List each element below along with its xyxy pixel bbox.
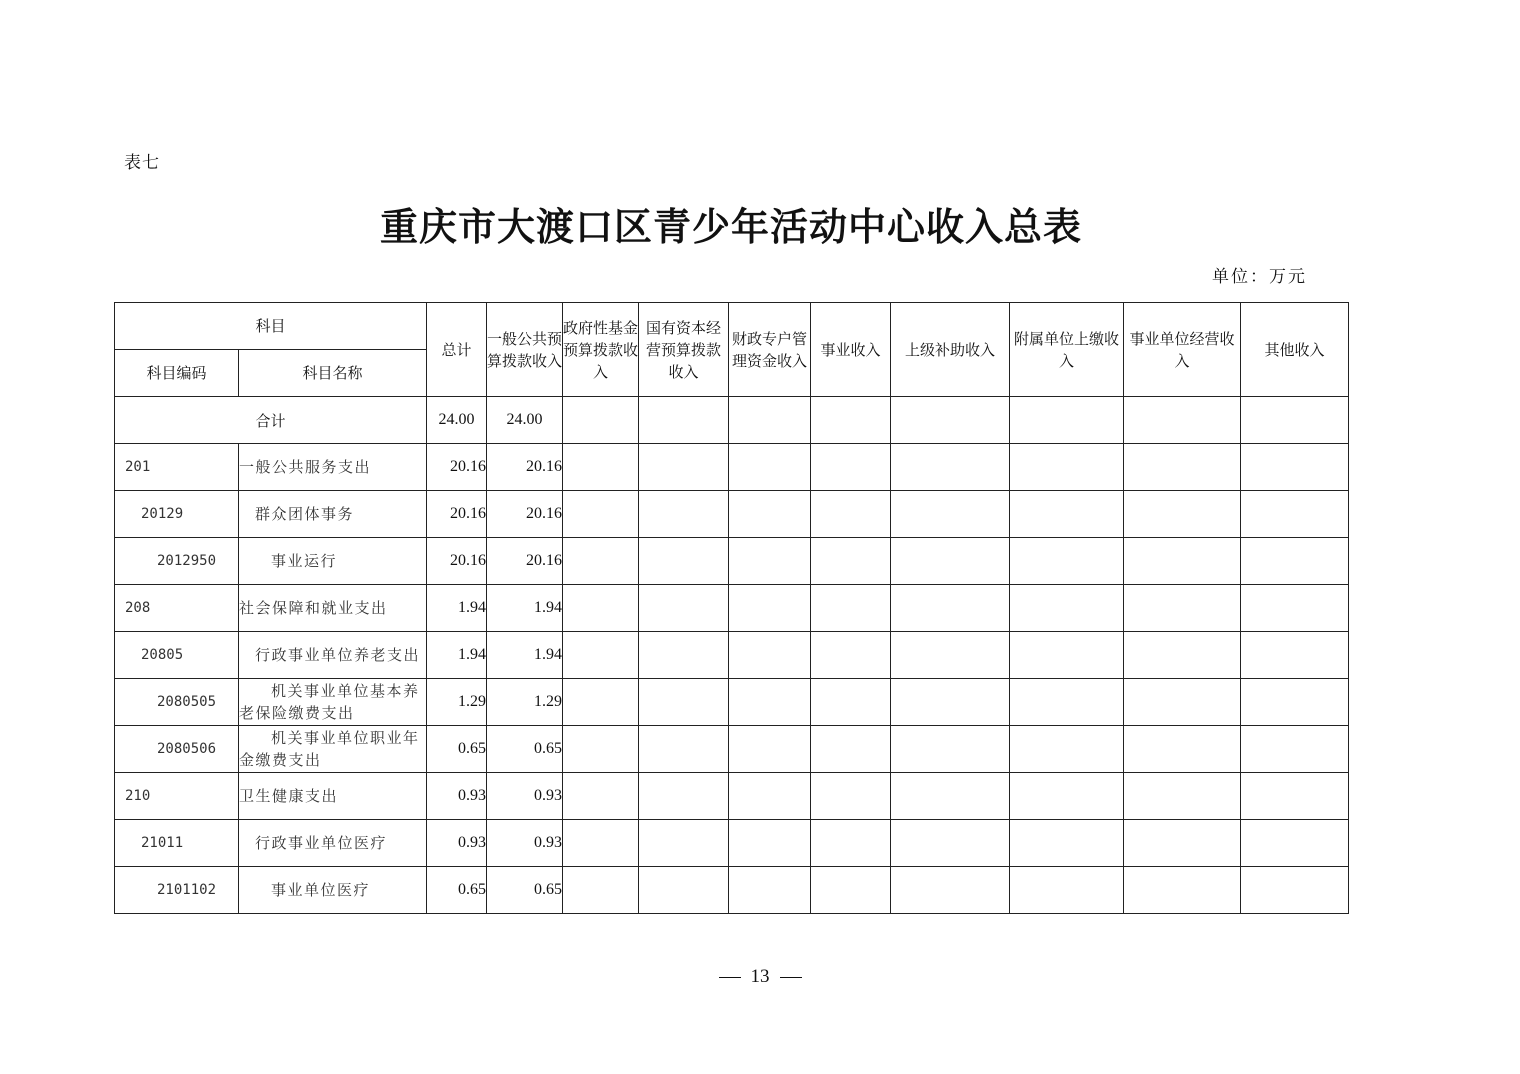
header-subject-code: 科目编码 <box>115 350 239 397</box>
empty-cell <box>639 820 729 867</box>
header-state-capital: 国有资本经营预算拨款收入 <box>639 303 729 397</box>
empty-cell <box>1241 397 1349 444</box>
empty-cell <box>1010 585 1124 632</box>
total-total: 24.00 <box>427 397 487 444</box>
empty-cell <box>729 679 811 726</box>
footer-dash <box>719 977 741 978</box>
empty-cell <box>729 773 811 820</box>
empty-cell <box>639 773 729 820</box>
empty-cell <box>729 820 811 867</box>
subject-name: 事业单位医疗 <box>239 867 427 914</box>
empty-cell <box>1124 585 1241 632</box>
empty-cell <box>729 585 811 632</box>
empty-cell <box>1010 726 1124 773</box>
header-business-income: 事业收入 <box>811 303 891 397</box>
empty-cell <box>1010 444 1124 491</box>
row-total: 1.29 <box>427 679 487 726</box>
subject-name: 事业运行 <box>239 538 427 585</box>
empty-cell <box>811 538 891 585</box>
subject-name: 行政事业单位医疗 <box>239 820 427 867</box>
row-general-budget: 0.65 <box>487 726 563 773</box>
header-fiscal-special: 财政专户管理资金收入 <box>729 303 811 397</box>
table-row <box>115 538 1349 585</box>
header-operating-income: 事业单位经营收入 <box>1124 303 1241 397</box>
empty-cell <box>1124 491 1241 538</box>
empty-cell <box>1241 773 1349 820</box>
subject-code: 201 <box>115 444 239 491</box>
empty-cell <box>811 773 891 820</box>
subject-name: 机关事业单位职业年金缴费支出 <box>239 726 427 773</box>
empty-cell <box>1124 444 1241 491</box>
empty-cell <box>639 867 729 914</box>
empty-cell <box>891 773 1010 820</box>
empty-cell <box>1124 726 1241 773</box>
empty-cell <box>1241 820 1349 867</box>
header-gov-fund: 政府性基金预算拨款收入 <box>563 303 639 397</box>
subject-code: 210 <box>115 773 239 820</box>
subject-code: 20129 <box>115 491 239 538</box>
empty-cell <box>639 679 729 726</box>
empty-cell <box>729 397 811 444</box>
row-total: 20.16 <box>427 491 487 538</box>
row-total: 20.16 <box>427 538 487 585</box>
row-general-budget: 0.65 <box>487 867 563 914</box>
table-row <box>115 773 1349 820</box>
row-total: 1.94 <box>427 585 487 632</box>
empty-cell <box>563 820 639 867</box>
empty-cell <box>1124 773 1241 820</box>
empty-cell <box>1010 632 1124 679</box>
row-total: 20.16 <box>427 444 487 491</box>
table-row <box>115 867 1349 914</box>
empty-cell <box>811 585 891 632</box>
empty-cell <box>1010 820 1124 867</box>
empty-cell <box>1241 491 1349 538</box>
empty-cell <box>1010 867 1124 914</box>
empty-cell <box>1124 397 1241 444</box>
empty-cell <box>729 444 811 491</box>
table-row <box>115 820 1349 867</box>
row-general-budget: 0.93 <box>487 773 563 820</box>
empty-cell <box>891 726 1010 773</box>
table-row <box>115 632 1349 679</box>
header-general-budget: 一般公共预算拨款收入 <box>487 303 563 397</box>
empty-cell <box>1010 491 1124 538</box>
empty-cell <box>1241 726 1349 773</box>
subject-name: 机关事业单位基本养老保险缴费支出 <box>239 679 427 726</box>
empty-cell <box>811 491 891 538</box>
empty-cell <box>563 538 639 585</box>
empty-cell <box>1124 867 1241 914</box>
page-number: 13 <box>750 966 770 987</box>
page-title: 重庆市大渡口区青少年活动中心收入总表 <box>379 204 1082 249</box>
table-row <box>115 585 1349 632</box>
page-footer <box>0 966 1520 988</box>
empty-cell <box>639 585 729 632</box>
empty-cell <box>729 867 811 914</box>
empty-cell <box>891 867 1010 914</box>
row-total: 0.93 <box>427 820 487 867</box>
empty-cell <box>891 585 1010 632</box>
header-superior-subsidy: 上级补助收入 <box>891 303 1010 397</box>
row-general-budget: 1.94 <box>487 585 563 632</box>
empty-cell <box>1124 820 1241 867</box>
empty-cell <box>563 632 639 679</box>
empty-cell <box>891 397 1010 444</box>
empty-cell <box>1010 397 1124 444</box>
subject-code: 21011 <box>115 820 239 867</box>
empty-cell <box>563 491 639 538</box>
table-row <box>115 679 1349 726</box>
unit-label: 单位：万元 <box>1212 267 1307 287</box>
empty-cell <box>811 726 891 773</box>
subject-name: 行政事业单位养老支出 <box>239 632 427 679</box>
empty-cell <box>639 632 729 679</box>
empty-cell <box>891 820 1010 867</box>
empty-cell <box>1241 585 1349 632</box>
row-general-budget: 1.94 <box>487 632 563 679</box>
table-label: 表七 <box>124 153 160 173</box>
empty-cell <box>639 397 729 444</box>
subject-name: 卫生健康支出 <box>239 773 427 820</box>
empty-cell <box>563 773 639 820</box>
empty-cell <box>729 491 811 538</box>
empty-cell <box>639 538 729 585</box>
empty-cell <box>1010 679 1124 726</box>
empty-cell <box>563 726 639 773</box>
row-general-budget: 1.29 <box>487 679 563 726</box>
subject-code: 2080506 <box>115 726 239 773</box>
empty-cell <box>811 444 891 491</box>
empty-cell <box>563 397 639 444</box>
empty-cell <box>1124 632 1241 679</box>
empty-cell <box>811 820 891 867</box>
footer-dash <box>780 977 802 978</box>
table-row <box>115 491 1349 538</box>
empty-cell <box>811 679 891 726</box>
empty-cell <box>891 444 1010 491</box>
row-total: 1.94 <box>427 632 487 679</box>
row-total: 0.65 <box>427 726 487 773</box>
empty-cell <box>1241 632 1349 679</box>
total-row <box>115 397 1349 444</box>
empty-cell <box>1241 679 1349 726</box>
empty-cell <box>1241 867 1349 914</box>
empty-cell <box>639 726 729 773</box>
total-general-budget: 24.00 <box>487 397 563 444</box>
empty-cell <box>891 632 1010 679</box>
empty-cell <box>563 679 639 726</box>
empty-cell <box>811 632 891 679</box>
row-general-budget: 20.16 <box>487 444 563 491</box>
empty-cell <box>563 867 639 914</box>
row-total: 0.93 <box>427 773 487 820</box>
empty-cell <box>1010 538 1124 585</box>
empty-cell <box>729 538 811 585</box>
empty-cell <box>563 585 639 632</box>
empty-cell <box>729 632 811 679</box>
empty-cell <box>639 491 729 538</box>
row-general-budget: 20.16 <box>487 538 563 585</box>
header-other-income: 其他收入 <box>1241 303 1349 397</box>
subject-code: 208 <box>115 585 239 632</box>
header-subject-name: 科目名称 <box>239 350 427 397</box>
total-label: 合计 <box>115 397 427 444</box>
subject-name: 社会保障和就业支出 <box>239 585 427 632</box>
row-general-budget: 0.93 <box>487 820 563 867</box>
table-row <box>115 726 1349 773</box>
row-total: 0.65 <box>427 867 487 914</box>
income-table <box>114 302 1349 914</box>
subject-code: 20805 <box>115 632 239 679</box>
subject-code: 2080505 <box>115 679 239 726</box>
empty-cell <box>639 444 729 491</box>
empty-cell <box>811 397 891 444</box>
table-row <box>115 444 1349 491</box>
empty-cell <box>1010 773 1124 820</box>
header-subject: 科目 <box>115 303 427 350</box>
subject-code: 2101102 <box>115 867 239 914</box>
subject-code: 2012950 <box>115 538 239 585</box>
empty-cell <box>811 867 891 914</box>
empty-cell <box>891 679 1010 726</box>
empty-cell <box>1241 538 1349 585</box>
subject-name: 一般公共服务支出 <box>239 444 427 491</box>
empty-cell <box>563 444 639 491</box>
empty-cell <box>729 726 811 773</box>
empty-cell <box>1124 538 1241 585</box>
empty-cell <box>891 538 1010 585</box>
empty-cell <box>891 491 1010 538</box>
subject-name: 群众团体事务 <box>239 491 427 538</box>
empty-cell <box>1124 679 1241 726</box>
header-total: 总计 <box>427 303 487 397</box>
header-affiliated-units: 附属单位上缴收入 <box>1010 303 1124 397</box>
empty-cell <box>1241 444 1349 491</box>
row-general-budget: 20.16 <box>487 491 563 538</box>
